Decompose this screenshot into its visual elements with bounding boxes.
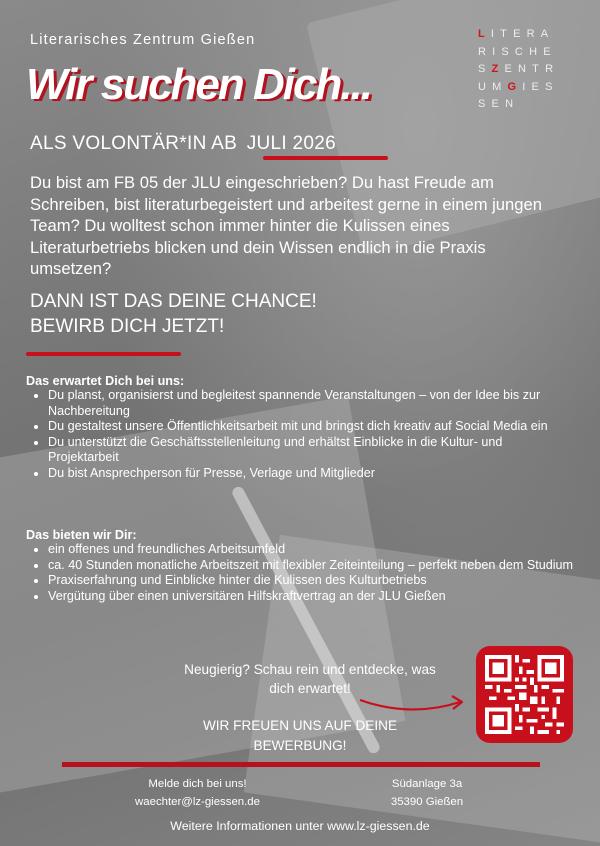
cta-line-2: BEWIRB DICH JETZT! <box>30 316 225 337</box>
expectations-section <box>26 374 576 481</box>
role-line <box>30 133 336 155</box>
curious-line-1: Neugierig? Schau rein und entdecke, was <box>184 662 436 677</box>
address-city: 35390 Gießen <box>390 796 464 808</box>
organization-name: Literarisches Zentrum Gießen <box>30 32 256 48</box>
qr-code-icon[interactable] <box>476 646 573 743</box>
list-item: • ca. 40 Stunden monatliche Arbeitszeit mit flexibler Zeiteinteilung – perfekt neben dem Studium <box>48 558 576 574</box>
more-info-link[interactable]: Weitere Informationen unter www.lz-giessen.de <box>170 819 430 833</box>
list-item: • Praxiserfahrung und Einblicke hinter die Kulissen des Kulturbetriebs <box>48 573 576 589</box>
qr-code-graphic <box>485 655 564 734</box>
thanks-line-2: BEWERBUNG! <box>253 738 347 753</box>
address-street: Südanlage 3a <box>391 778 463 790</box>
contact-block <box>115 775 280 811</box>
contact-email[interactable]: waechter@lz-giessen.de <box>135 796 260 808</box>
logo-line-2: RISCHE <box>478 45 557 58</box>
headline: Wir suchen Dich... <box>26 60 372 109</box>
list-item: • Du gestaltest unsere Öffentlichkeitsarbeit mit und bringst dich kreativ auf Social Media ein <box>48 419 576 435</box>
call-to-action <box>30 289 317 339</box>
cta-underline <box>26 352 181 356</box>
thanks-line-1: WIR FREUEN UNS AUF DEINE <box>202 718 398 733</box>
date-underline <box>263 156 388 160</box>
logo-line-3: SZENTR <box>478 63 560 75</box>
list-item: • Du bist Ansprechperson für Presse, Verlage und Mitglieder <box>48 466 576 482</box>
intro-paragraph: Du bist am FB 05 der JLU eingeschrieben? Du hast Freude am Schreiben, bist literaturbegeistert und arbeitest gerne in einem jungen Team? Du wolltest schon immer hinter die Kulissen eines Literaturbetriebs blicken und dein Wissen endlich in die Praxis umsetzen? <box>30 173 542 278</box>
expectations-title: Das erwartet Dich bei uns: <box>26 374 185 388</box>
role-date: JULI 2026 <box>246 133 337 154</box>
footer-divider <box>62 762 540 767</box>
lzg-logo <box>478 26 559 114</box>
list-item: • Vergütung über einen universitären Hilfskraftvertrag an der JLU Gießen <box>48 589 576 605</box>
logo-line-4: UMGIES <box>478 80 559 93</box>
thanks-text <box>180 716 420 756</box>
offer-section <box>26 528 576 604</box>
logo-line-1: LITERA <box>478 28 555 40</box>
curious-line-2: dich erwartet! <box>269 681 351 696</box>
role-prefix: ALS VOLONTÄR*IN AB <box>30 133 238 154</box>
list-item: • ein offenes und freundliches Arbeitsumfeld <box>48 542 576 558</box>
cta-line-1: DANN IST DAS DEINE CHANCE! <box>30 291 317 312</box>
offer-list <box>26 542 576 604</box>
expectations-list <box>26 388 576 481</box>
list-item: • Du unterstützt die Geschäftsstellenleitung und erhältst Einblicke in die Kultur- und Projektarbeit <box>48 435 576 466</box>
contact-line: Melde dich bei uns! <box>148 778 247 790</box>
offer-title: Das bieten wir Dir: <box>26 528 137 542</box>
list-item: • Du planst, organisierst und begleitest spannende Veranstaltungen – von der Idee bis zur Nachbereitung <box>48 388 576 419</box>
logo-line-5: SEN <box>478 98 520 110</box>
address-block <box>372 775 482 811</box>
